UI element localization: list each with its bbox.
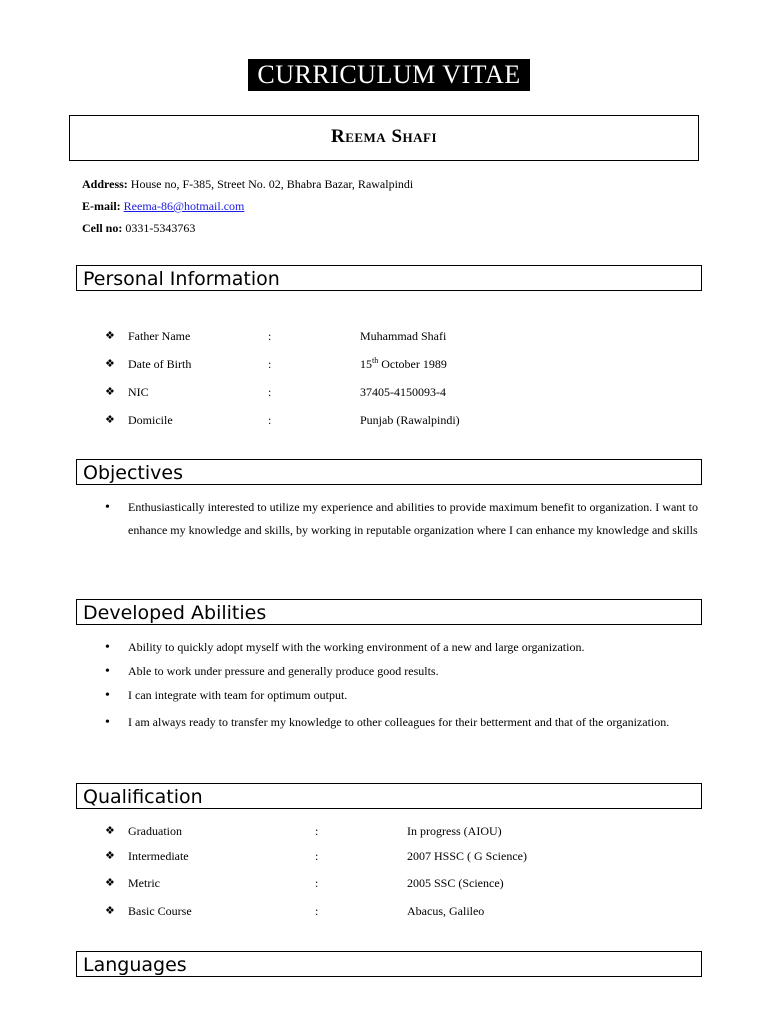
row-separator: :	[315, 824, 319, 838]
diamond-bullet-icon: ❖	[105, 414, 115, 426]
qualification-row	[105, 902, 705, 920]
email-label: E-mail:	[82, 199, 121, 213]
email-line	[82, 198, 244, 214]
row-label: Intermediate	[128, 849, 189, 863]
section-personal-information: Personal Information	[76, 265, 702, 291]
objective-text: Enthusiastically interested to utilize my experience and abilities to provide maximum benefit to organization. I want to enhance my knowledge and skills, by working in reputable organization where I can enhance my knowledge and skills	[128, 500, 698, 537]
qualification-row	[105, 847, 705, 865]
ability-text: Ability to quickly adopt myself with the working environment of a new and large organization.	[128, 640, 585, 654]
personal-row	[105, 383, 705, 401]
row-separator: :	[268, 385, 272, 399]
qualification-row	[105, 822, 705, 840]
row-separator: :	[315, 876, 319, 890]
row-value: 2007 HSSC ( G Science)	[407, 849, 527, 863]
dob-suffix: th	[372, 356, 379, 365]
personal-row	[105, 411, 705, 429]
bullet-icon: •	[105, 715, 110, 730]
diamond-bullet-icon: ❖	[105, 386, 115, 398]
personal-row	[105, 355, 705, 373]
section-developed-abilities: Developed Abilities	[76, 599, 702, 625]
row-value: Punjab (Rawalpindi)	[360, 413, 460, 427]
section-objectives: Objectives	[76, 459, 702, 485]
bullet-icon: •	[105, 500, 110, 515]
section-languages: Languages	[76, 951, 702, 977]
row-label: Date of Birth	[128, 357, 192, 371]
diamond-bullet-icon: ❖	[105, 905, 115, 917]
candidate-name: Reema Shafi	[330, 126, 438, 147]
section-qualification: Qualification	[76, 783, 702, 809]
cell-line	[82, 220, 195, 236]
row-label: Metric	[128, 876, 160, 890]
row-value: 2005 SSC (Science)	[407, 876, 504, 890]
ability-text: I am always ready to transfer my knowledge to other colleagues for their betterment and that of the organization.	[128, 715, 670, 729]
row-separator: :	[315, 904, 319, 918]
ability-text: Able to work under pressure and generally produce good results.	[128, 664, 439, 678]
row-separator: :	[315, 849, 319, 863]
personal-row	[105, 327, 705, 345]
row-separator: :	[268, 329, 272, 343]
name-box	[69, 115, 699, 161]
diamond-bullet-icon: ❖	[105, 877, 115, 889]
row-separator: :	[268, 357, 272, 371]
row-label: Basic Course	[128, 904, 192, 918]
address-value: House no, F-385, Street No. 02, Bhabra Bazar, Rawalpindi	[130, 177, 414, 191]
row-label: Father Name	[128, 329, 191, 343]
cell-value: 0331-5343763	[125, 221, 196, 235]
diamond-bullet-icon: ❖	[105, 330, 115, 342]
dob-day: 15	[360, 357, 372, 371]
diamond-bullet-icon: ❖	[105, 850, 115, 862]
row-value: In progress (AIOU)	[407, 824, 502, 838]
row-label: Graduation	[128, 824, 182, 838]
diamond-bullet-icon: ❖	[105, 825, 115, 837]
row-label: Domicile	[128, 413, 173, 427]
row-value: Muhammad Shafi	[360, 329, 447, 343]
row-value: 37405-4150093-4	[360, 385, 446, 399]
row-value	[360, 355, 447, 373]
email-link[interactable]: Reema-86@hotmail.com	[123, 199, 245, 213]
bullet-icon: •	[105, 640, 110, 655]
bullet-icon: •	[105, 664, 110, 679]
address-label: Address:	[82, 177, 128, 191]
bullet-icon: •	[105, 688, 110, 703]
ability-text: I can integrate with team for optimum output.	[128, 688, 348, 702]
address-line	[82, 176, 413, 192]
document-title: CURRICULUM VITAE	[248, 59, 530, 91]
dob-month-year: October 1989	[378, 357, 447, 371]
qualification-row	[105, 874, 705, 892]
diamond-bullet-icon: ❖	[105, 358, 115, 370]
row-separator: :	[268, 413, 272, 427]
row-label: NIC	[128, 385, 149, 399]
row-value: Abacus, Galileo	[407, 904, 485, 918]
cell-label: Cell no:	[82, 221, 123, 235]
